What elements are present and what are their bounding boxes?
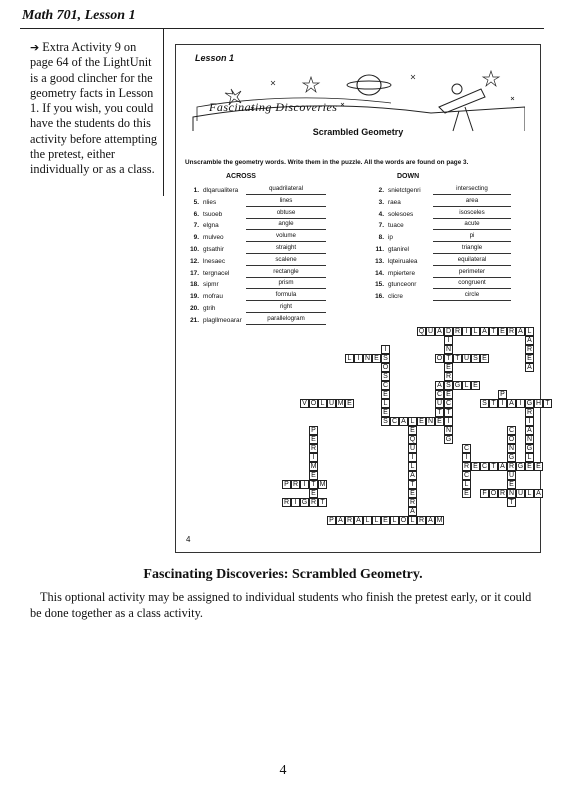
crossword-cell[interactable]: C	[463, 472, 470, 479]
crossword-cell[interactable]: S	[480, 399, 489, 408]
crossword-cell[interactable]: I	[516, 399, 525, 408]
crossword-cell[interactable]: T	[507, 498, 516, 507]
crossword-cell[interactable]: E	[417, 417, 426, 426]
crossword-cell[interactable]: A	[525, 336, 534, 345]
clue-number: 14.	[375, 269, 384, 277]
scrambled-word: mpiertere	[388, 269, 415, 277]
crossword-cell[interactable]: E	[372, 354, 381, 363]
across-clue	[181, 303, 293, 314]
crossword-cell[interactable]: I	[291, 498, 300, 507]
crossword-cell[interactable]: R	[526, 346, 533, 353]
scrambled-word: gtunceonr	[388, 281, 417, 289]
answer-blank[interactable]: area	[433, 197, 511, 207]
scrambled-word: raea	[388, 198, 401, 206]
scrambled-word: elgna	[203, 222, 219, 230]
crossword-cell[interactable]: A	[354, 516, 363, 525]
scrambled-word: tsuoeb	[203, 210, 223, 218]
crossword-cell[interactable]: L	[372, 516, 381, 525]
crossword-cell[interactable]: A	[336, 516, 345, 525]
crossword-cell[interactable]: L	[525, 489, 534, 498]
crossword-cell[interactable]: N	[445, 427, 452, 434]
scrambled-word: tuace	[388, 222, 404, 230]
crossword-cell[interactable]: A	[435, 327, 444, 336]
crossword-cell[interactable]: T	[543, 399, 552, 408]
answer-blank[interactable]: acute	[433, 220, 511, 230]
crossword-cell[interactable]: N	[526, 436, 533, 443]
crossword-cell[interactable]: L	[390, 516, 399, 525]
crossword-cell[interactable]: C	[463, 445, 470, 452]
crossword-cell[interactable]: U	[427, 328, 434, 335]
scrambled-word: nlies	[203, 198, 217, 206]
banner-title: Fascinating Discoveries	[209, 100, 338, 114]
crossword-cell[interactable]: O	[400, 517, 407, 524]
scrambled-word: tergnacel	[203, 269, 230, 277]
crossword-cell[interactable]: L	[318, 399, 327, 408]
scrambled-word: gtanirel	[388, 246, 409, 253]
clue-number: 11.	[375, 246, 384, 253]
crossword-cell[interactable]: A	[408, 471, 417, 480]
clue-number: 7.	[378, 222, 384, 230]
answer-blank[interactable]: formula	[246, 291, 326, 301]
crossword-cell[interactable]: T	[444, 408, 453, 417]
answer-blank[interactable]: lines	[246, 197, 326, 207]
down-clue	[366, 267, 486, 279]
clue-number: 10.	[190, 246, 199, 253]
crossword-cell[interactable]: D	[445, 328, 452, 335]
crossword-cell[interactable]: U	[409, 445, 416, 452]
worksheet-instructions: Unscramble the geometry words. Write them in the puzzle. All the words are found on page 3.	[185, 159, 469, 166]
crossword-cell[interactable]: I	[498, 399, 507, 408]
crossword-cell[interactable]: U	[463, 355, 470, 362]
crossword-cell[interactable]: L	[462, 381, 471, 390]
down-clue	[366, 220, 480, 231]
across-clue	[181, 267, 299, 279]
crossword-cell[interactable]: S	[381, 417, 390, 426]
crossword-cell[interactable]: L	[408, 462, 417, 471]
crossword-cell[interactable]: E	[525, 354, 534, 363]
crossword-cell[interactable]: R	[409, 499, 416, 506]
crossword-cell[interactable]: C	[391, 418, 398, 425]
crossword-cell[interactable]: C	[508, 427, 515, 434]
crossword-cell[interactable]: R	[292, 481, 299, 488]
clue-number: 8.	[378, 234, 384, 242]
crossword-cell[interactable]: I	[462, 327, 471, 336]
answer-blank[interactable]: congruent	[433, 279, 511, 289]
scrambled-word: ip	[388, 234, 393, 242]
down-clue	[366, 279, 486, 290]
crossword-cell[interactable]: G	[445, 436, 452, 443]
worksheet-title: Scrambled Geometry	[312, 127, 404, 137]
crossword-cell[interactable]: R	[283, 499, 290, 506]
scrambled-word: sipmr	[203, 281, 219, 289]
teacher-note	[30, 40, 158, 178]
crossword-cell[interactable]: F	[480, 489, 489, 498]
crossword-cell[interactable]: O	[508, 436, 515, 443]
scrambled-word: gtsathir	[203, 246, 224, 253]
crossword-cell[interactable]: Q	[418, 328, 425, 335]
crossword-cell[interactable]: T	[408, 480, 417, 489]
crossword-cell[interactable]: V	[300, 399, 309, 408]
crossword-cell[interactable]: E	[444, 390, 453, 399]
crossword-cell[interactable]: E	[471, 381, 480, 390]
clue-number: 13.	[375, 257, 384, 265]
answer-blank[interactable]: quadrilateral	[246, 185, 326, 195]
crossword-cell[interactable]: E	[534, 462, 543, 471]
answer-blank[interactable]: straight	[246, 244, 326, 254]
crossword-cell[interactable]: T	[318, 498, 327, 507]
clue-number: 2.	[378, 187, 384, 194]
scrambled-word: snietctgenri	[388, 187, 421, 194]
crossword-cell[interactable]: L	[363, 516, 372, 525]
down-clue	[366, 208, 485, 220]
across-clue	[181, 208, 296, 220]
crossword-cell[interactable]: I	[408, 453, 417, 462]
across-clue	[181, 220, 294, 231]
crossword-cell[interactable]: R	[508, 463, 515, 470]
crossword-cell[interactable]: C	[445, 400, 452, 407]
crossword-cell[interactable]: I	[444, 417, 453, 426]
across-clue	[181, 314, 305, 326]
clue-number: 9.	[193, 234, 199, 242]
scrambled-word: clicre	[388, 293, 403, 301]
crossword-cell[interactable]: G	[508, 454, 515, 461]
down-clue	[366, 232, 475, 243]
clue-number: 1.	[193, 187, 199, 194]
crossword-cell[interactable]: I	[354, 354, 363, 363]
crossword-cell[interactable]: S	[381, 372, 390, 381]
crossword-cell[interactable]: L	[408, 516, 417, 525]
crossword-cell[interactable]: R	[463, 463, 470, 470]
crossword-cell[interactable]: H	[535, 400, 542, 407]
crossword-cell[interactable]: T	[309, 480, 318, 489]
crossword-cell[interactable]: O	[490, 490, 497, 497]
crossword-cell[interactable]: I	[300, 480, 309, 489]
across-clue	[181, 244, 297, 255]
crossword-cell[interactable]: R	[499, 490, 506, 497]
clue-number: 6.	[193, 210, 199, 218]
clue-number: 7.	[193, 222, 199, 230]
crossword-cell[interactable]: I	[525, 417, 534, 426]
crossword-cell[interactable]: R	[508, 328, 515, 335]
crossword-cell[interactable]: P	[309, 426, 318, 435]
workbook-page	[175, 44, 550, 553]
crossword-cell[interactable]: P	[498, 390, 507, 399]
scrambled-word: plagllmeoarar	[203, 316, 242, 324]
crossword-cell[interactable]: R	[310, 445, 317, 452]
crossword-cell[interactable]: C	[436, 391, 443, 398]
across-heading: ACROSS	[226, 173, 256, 180]
crossword-cell[interactable]: A	[498, 462, 507, 471]
answer-blank[interactable]: circle	[433, 291, 511, 301]
crossword-cell[interactable]: I	[381, 345, 390, 354]
crossword-cell[interactable]: A	[525, 363, 534, 372]
crossword-cell[interactable]: R	[454, 328, 461, 335]
crossword-cell[interactable]: A	[534, 489, 543, 498]
crossword-cell[interactable]: E	[381, 390, 390, 399]
crossword-cell[interactable]: E	[480, 354, 489, 363]
crossword-cell[interactable]: N	[445, 346, 452, 353]
down-heading: DOWN	[397, 173, 420, 180]
clue-number: 5.	[193, 198, 199, 206]
answer-blank[interactable]: right	[246, 303, 326, 313]
crossword-cell[interactable]: C	[481, 463, 488, 470]
answer-blank[interactable]: intersecting	[433, 185, 511, 195]
crossword-cell[interactable]: A	[399, 417, 408, 426]
crossword-cell[interactable]: E	[507, 480, 516, 489]
crossword-cell[interactable]: E	[462, 489, 471, 498]
clue-number: 15.	[375, 281, 384, 289]
teacher-note-text: Extra Activity 9 on page 64 of the LightUnit is a good clincher for the geometry facts in Lesson 1. If you wish, you could have the students do this activity before attempting the pretest, either individually or as a class.	[30, 40, 158, 177]
answer-blank[interactable]: isosceles	[433, 209, 511, 219]
crossword-cell[interactable]: R	[445, 373, 452, 380]
scrambled-word: mulveo	[203, 234, 224, 242]
crossword-cell[interactable]: I	[444, 336, 453, 345]
crossword-cell[interactable]: I	[462, 453, 471, 462]
answer-blank[interactable]: rectangle	[246, 268, 326, 278]
across-clue	[181, 279, 294, 290]
crossword-cell[interactable]: E	[309, 489, 318, 498]
across-clue	[181, 291, 297, 302]
answer-blank[interactable]: volume	[246, 232, 326, 242]
crossword-cell[interactable]: A	[480, 327, 489, 336]
crossword-cell[interactable]: S	[471, 354, 480, 363]
crossword-cell[interactable]: E	[309, 435, 318, 444]
crossword-cell[interactable]: O	[382, 364, 389, 371]
clue-number: 16.	[375, 293, 384, 301]
crossword-cell[interactable]: U	[508, 472, 515, 479]
answer-blank[interactable]: obtuse	[246, 209, 326, 219]
crossword-cell[interactable]: L	[525, 327, 534, 336]
crossword-cell[interactable]: L	[408, 417, 417, 426]
crossword-cell[interactable]: N	[364, 355, 371, 362]
clue-number: 3.	[378, 198, 384, 206]
down-clue	[366, 196, 479, 208]
workbook-lesson-label: Lesson 1	[195, 53, 235, 63]
crossword-cell[interactable]: A	[507, 399, 516, 408]
down-clue	[366, 291, 480, 302]
crossword-cell[interactable]: G	[526, 400, 533, 407]
crossword-cell[interactable]: A	[435, 381, 444, 390]
clue-number: 21.	[190, 316, 199, 324]
crossword-cell[interactable]: E	[408, 489, 417, 498]
crossword-cell[interactable]: M	[319, 481, 326, 488]
crossword-cell[interactable]: E	[381, 516, 390, 525]
crossword-cell[interactable]: C	[382, 382, 389, 389]
answer-blank[interactable]: pi	[433, 232, 511, 242]
crossword-cell[interactable]: M	[337, 400, 344, 407]
clue-number: 20.	[190, 305, 199, 312]
crossword-cell[interactable]: S	[444, 381, 453, 390]
crossword-cell[interactable]: A	[525, 426, 534, 435]
across-clue	[181, 196, 293, 208]
workbook-page-number: 4	[186, 535, 191, 544]
crossword-cell[interactable]: P	[282, 480, 291, 489]
crossword-cell[interactable]: N	[427, 418, 434, 425]
crossword-cell[interactable]: M	[436, 517, 443, 524]
clue-number: 12.	[190, 257, 199, 265]
answer-blank[interactable]: prism	[246, 279, 326, 289]
down-clue	[366, 255, 487, 267]
crossword-cell[interactable]: T	[489, 399, 498, 408]
crossword-cell[interactable]: L	[462, 480, 471, 489]
crossword-cell[interactable]: Q	[409, 436, 416, 443]
scrambled-word: mofrau	[203, 293, 223, 301]
answer-blank[interactable]: triangle	[433, 244, 511, 254]
crossword-cell[interactable]: E	[309, 471, 318, 480]
crossword-cell[interactable]: E	[408, 426, 417, 435]
down-clue	[366, 185, 488, 196]
crossword-cell[interactable]: L	[471, 327, 480, 336]
crossword-cell[interactable]: L	[381, 399, 390, 408]
crossword-cell[interactable]: E	[345, 399, 354, 408]
crossword-cell[interactable]: I	[309, 453, 318, 462]
scrambled-word: dlqarualitera	[203, 187, 239, 194]
crossword-cell[interactable]: M	[310, 463, 317, 470]
crossword-cell[interactable]: U	[328, 400, 335, 407]
column-divider	[163, 28, 164, 196]
crossword-cell[interactable]: L	[525, 453, 534, 462]
crossword-cell[interactable]: P	[327, 516, 336, 525]
crossword-cell[interactable]: G	[517, 463, 524, 470]
header-rule	[20, 28, 544, 29]
scrambled-word: lqteirualea	[388, 257, 418, 265]
crossword-cell[interactable]: E	[471, 462, 480, 471]
scrambled-word: lnesaec	[203, 257, 226, 265]
crossword-cell[interactable]: O	[436, 355, 443, 362]
crossword-cell[interactable]: T	[489, 462, 498, 471]
crossword-cell[interactable]: A	[426, 516, 435, 525]
page-number: 4	[279, 763, 287, 778]
crossword-cell[interactable]: T	[453, 354, 462, 363]
across-clue	[181, 255, 297, 267]
crossword-cell[interactable]: N	[508, 445, 515, 452]
crossword-cell[interactable]: E	[525, 462, 534, 471]
crossword-cell[interactable]: A	[516, 327, 525, 336]
crossword-cell[interactable]: E	[498, 327, 507, 336]
crossword-cell[interactable]: L	[345, 354, 354, 363]
clue-number: 4.	[378, 210, 384, 218]
crossword-cell[interactable]: A	[408, 507, 417, 516]
crossword-cell[interactable]: O	[310, 400, 317, 407]
page-header: Math 701, Lesson 1	[22, 8, 136, 23]
right-arrow-icon: ➔	[30, 41, 40, 54]
body-paragraph: This optional activity may be assigned to individual students who finish the pretest early, or it could be done together as a class activity.	[30, 590, 532, 620]
answer-blank[interactable]: parallelogram	[246, 315, 326, 325]
clue-number: 17.	[190, 269, 199, 277]
crossword-cell[interactable]: T	[435, 408, 444, 417]
across-clue	[181, 232, 296, 243]
answer-blank[interactable]: perimeter	[433, 268, 511, 278]
figure-caption: Fascinating Discoveries: Scrambled Geometry.	[143, 567, 423, 582]
crossword-cell[interactable]: U	[436, 400, 443, 407]
crossword-cell[interactable]: E	[435, 417, 444, 426]
crossword-cell[interactable]: R	[418, 517, 425, 524]
crossword-cell[interactable]: G	[301, 499, 308, 506]
crossword-cell[interactable]: S	[381, 354, 390, 363]
crossword-cell[interactable]: E	[444, 363, 453, 372]
crossword-cell[interactable]: N	[508, 490, 515, 497]
crossword-cell[interactable]: G	[526, 445, 533, 452]
crossword-cell[interactable]: T	[489, 327, 498, 336]
crossword-cell[interactable]: E	[381, 408, 390, 417]
scrambled-word: solesoes	[388, 210, 414, 218]
crossword-cell[interactable]: R	[526, 409, 533, 416]
answer-blank[interactable]: angle	[246, 220, 326, 230]
crossword-cell[interactable]: R	[310, 499, 317, 506]
crossword-cell[interactable]: T	[444, 354, 453, 363]
clue-number: 18.	[190, 281, 199, 289]
crossword-cell[interactable]: R	[346, 517, 353, 524]
across-clue	[181, 185, 304, 196]
answer-blank[interactable]: scalene	[246, 256, 326, 266]
down-clue	[366, 244, 483, 255]
answer-blank[interactable]: equilateral	[433, 256, 511, 266]
clue-number: 19.	[190, 293, 199, 301]
crossword-cell[interactable]: U	[517, 490, 524, 497]
crossword-cell[interactable]: G	[454, 382, 461, 389]
scrambled-word: gtrih	[203, 305, 216, 312]
